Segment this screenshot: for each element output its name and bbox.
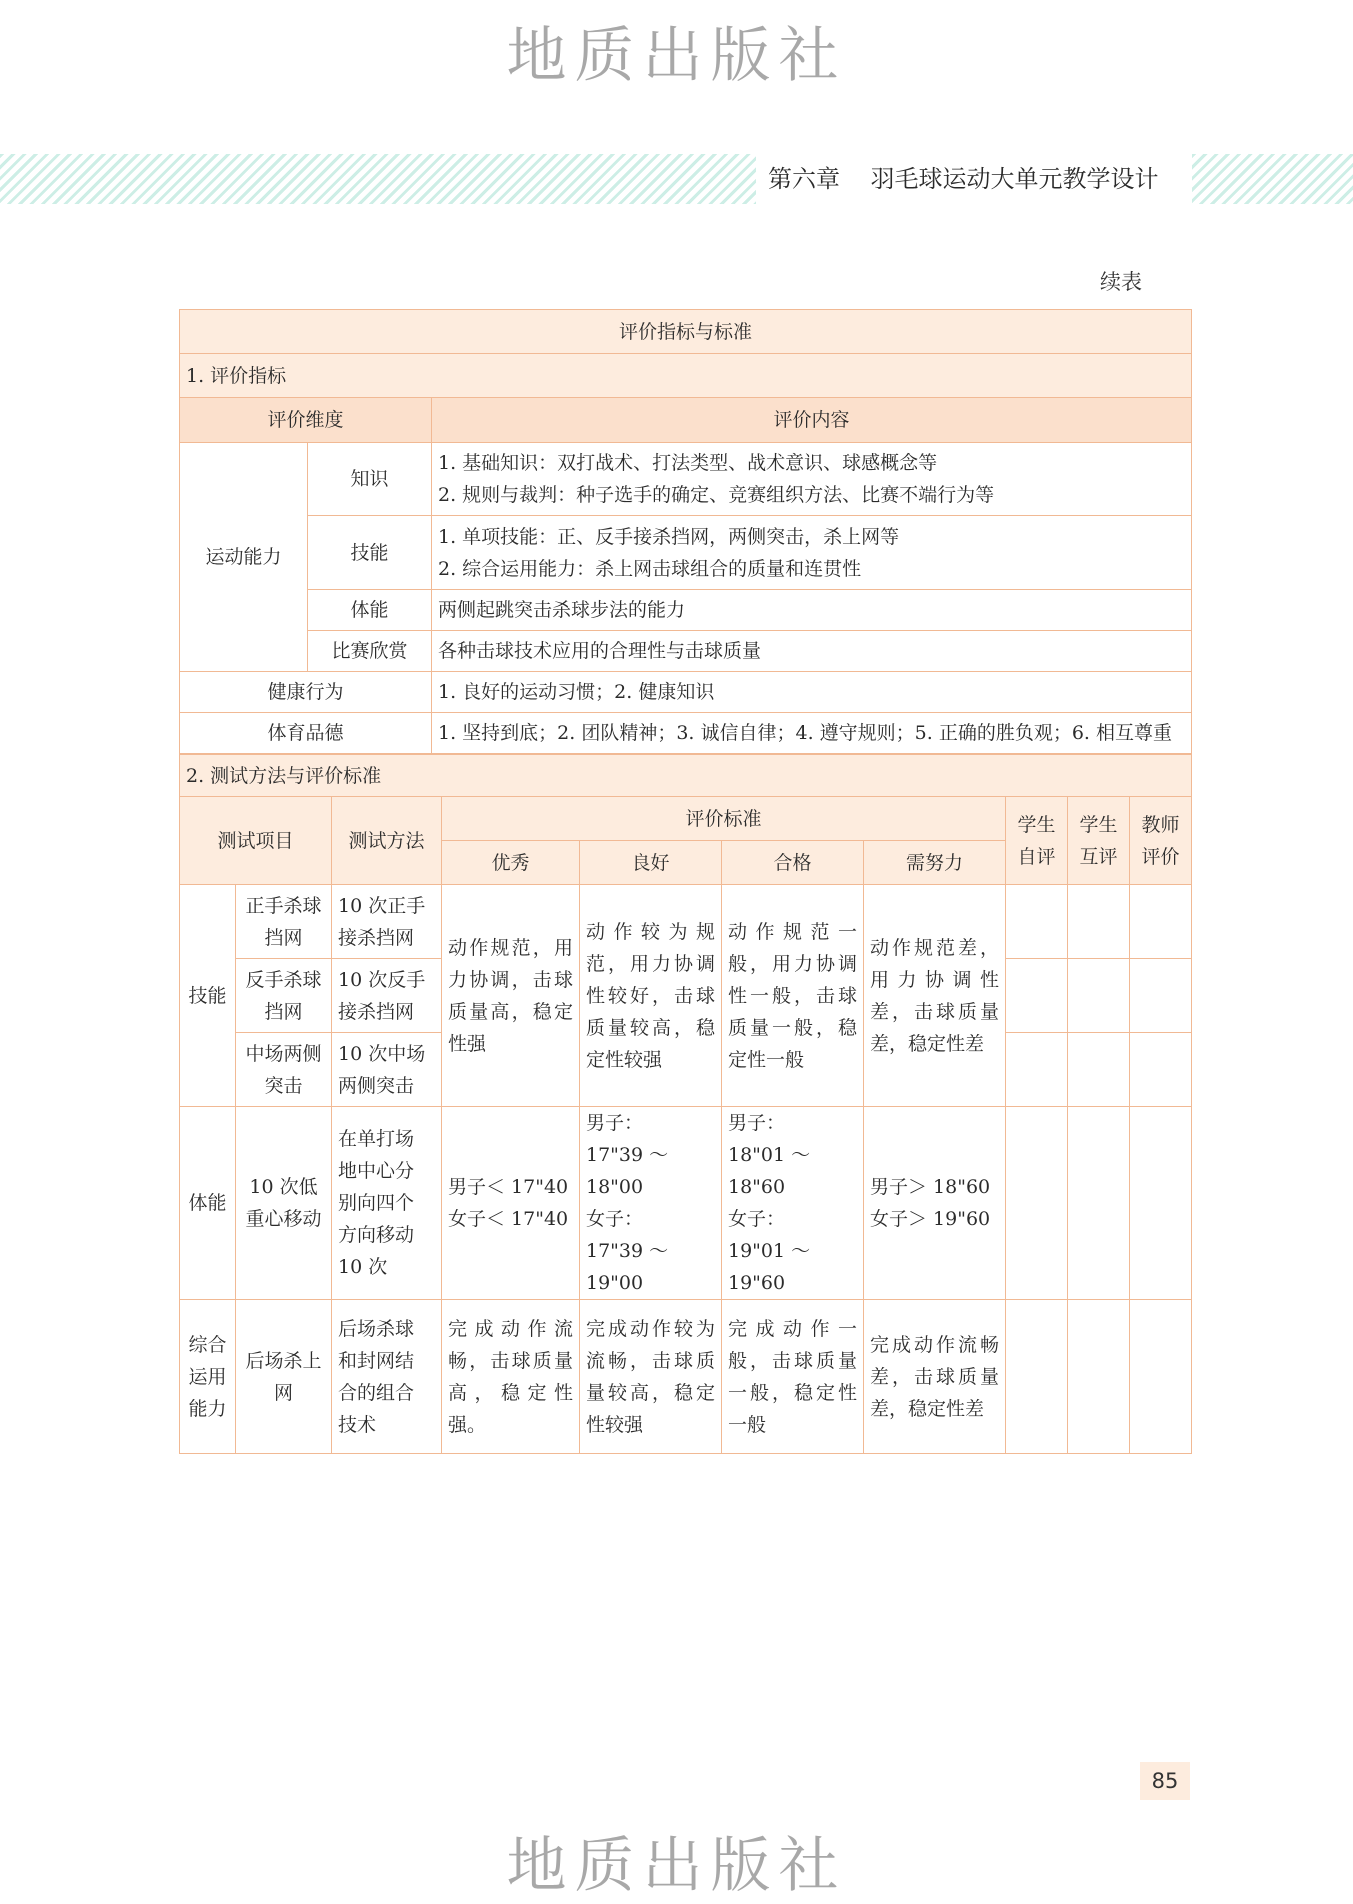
dimension-appreciation: 比赛欣赏 bbox=[308, 631, 432, 672]
teacher-eval-cell[interactable] bbox=[1130, 885, 1192, 959]
dimension-skill: 技能 bbox=[308, 516, 432, 590]
sports-ethics-label: 体育品德 bbox=[180, 713, 432, 754]
category-combined-ability: 综合 运用 能力 bbox=[180, 1300, 236, 1454]
decorative-stripe-right bbox=[1192, 154, 1353, 204]
test-item-forehand: 正手杀球 挡网 bbox=[236, 885, 332, 959]
header-self-evaluation: 学生 自评 bbox=[1006, 797, 1068, 885]
health-behavior-content: 1. 良好的运动习惯；2. 健康知识 bbox=[432, 672, 1192, 713]
peer-eval-cell[interactable] bbox=[1068, 1300, 1130, 1454]
teacher-eval-cell[interactable] bbox=[1130, 1107, 1192, 1300]
fitness-standard-pass: 男子： 18"01 ～ 18"60 女子： 19"01 ～ 19"60 bbox=[722, 1107, 864, 1300]
fitness-standard-needs-improvement: 男子＞ 18"60 女子＞ 19"60 bbox=[864, 1107, 1006, 1300]
sports-ethics-content: 1. 坚持到底；2. 团队精神；3. 诚信自律；4. 遵守规则；5. 正确的胜负观；6. 相互尊重 bbox=[432, 713, 1192, 754]
header-test-item: 测试项目 bbox=[180, 797, 332, 885]
publisher-watermark-top: 地质出版社 bbox=[506, 21, 847, 91]
level-needs-improvement: 需努力 bbox=[864, 841, 1006, 885]
self-eval-cell[interactable] bbox=[1006, 1033, 1068, 1107]
test-method-forehand: 10 次正手 接杀挡网 bbox=[332, 885, 442, 959]
category-fitness: 体能 bbox=[180, 1107, 236, 1300]
self-eval-cell[interactable] bbox=[1006, 1107, 1068, 1300]
test-item-backcourt: 后场杀上 网 bbox=[236, 1300, 332, 1454]
combined-standard-pass: 完成动作一般，击球质量一般，稳定性一般 bbox=[722, 1300, 864, 1454]
teacher-eval-cell[interactable] bbox=[1130, 1033, 1192, 1107]
page-number: 85 bbox=[1140, 1762, 1190, 1800]
peer-eval-cell[interactable] bbox=[1068, 1033, 1130, 1107]
test-item-midcourt: 中场两侧 突击 bbox=[236, 1033, 332, 1107]
header-test-method: 测试方法 bbox=[332, 797, 442, 885]
fitness-standard-good: 男子： 17"39 ～ 18"00 女子： 17"39 ～ 19"00 bbox=[580, 1107, 722, 1300]
publisher-watermark-bottom: 地质出版社 bbox=[506, 1831, 847, 1901]
test-method-backcourt: 后场杀球 和封网结 合的组合 技术 bbox=[332, 1300, 442, 1454]
combined-standard-good: 完成动作较为流畅，击球质量较高，稳定性较强 bbox=[580, 1300, 722, 1454]
level-good: 良好 bbox=[580, 841, 722, 885]
test-standard-table bbox=[179, 754, 1192, 1454]
peer-eval-cell[interactable] bbox=[1068, 959, 1130, 1033]
combined-standard-excellent: 完成动作流畅，击球质量高，稳定性强。 bbox=[442, 1300, 580, 1454]
motor-ability-label: 运动能力 bbox=[180, 443, 308, 672]
peer-eval-cell[interactable] bbox=[1068, 1107, 1130, 1300]
chapter-title: 第六章 羽毛球运动大单元教学设计 bbox=[768, 165, 1159, 193]
header-evaluation-standard: 评价标准 bbox=[442, 797, 1006, 841]
content-appreciation: 各种击球技术应用的合理性与击球质量 bbox=[432, 631, 1192, 672]
fitness-standard-excellent: 男子＜ 17"40 女子＜ 17"40 bbox=[442, 1107, 580, 1300]
header-dimension: 评价维度 bbox=[180, 398, 432, 443]
table-title: 评价指标与标准 bbox=[180, 310, 1192, 354]
section-heading-indicators: 1. 评价指标 bbox=[180, 354, 1192, 398]
content-fitness: 两侧起跳突击杀球步法的能力 bbox=[432, 590, 1192, 631]
test-item-footwork: 10 次低 重心移动 bbox=[236, 1107, 332, 1300]
test-method-midcourt: 10 次中场 两侧突击 bbox=[332, 1033, 442, 1107]
header-content: 评价内容 bbox=[432, 398, 1192, 443]
skill-standard-needs-improvement: 动作规范差，用力协调性差，击球质量差，稳定性差 bbox=[864, 885, 1006, 1107]
self-eval-cell[interactable] bbox=[1006, 885, 1068, 959]
test-method-footwork: 在单打场 地中心分 别向四个 方向移动 10 次 bbox=[332, 1107, 442, 1300]
continued-table-label: 续表 bbox=[1100, 270, 1142, 294]
header-peer-evaluation: 学生 互评 bbox=[1068, 797, 1130, 885]
dimension-knowledge: 知识 bbox=[308, 443, 432, 516]
teacher-eval-cell[interactable] bbox=[1130, 1300, 1192, 1454]
chapter-header-band bbox=[0, 154, 1353, 204]
skill-standard-good: 动作较为规范，用力协调性较好，击球质量较高，稳定性较强 bbox=[580, 885, 722, 1107]
self-eval-cell[interactable] bbox=[1006, 1300, 1068, 1454]
level-pass: 合格 bbox=[722, 841, 864, 885]
decorative-stripe-left bbox=[0, 154, 756, 204]
content-skill: 1. 单项技能：正、反手接杀挡网，两侧突击，杀上网等 2. 综合运用能力：杀上网击球组合的质量和连贯性 bbox=[432, 516, 1192, 590]
self-eval-cell[interactable] bbox=[1006, 959, 1068, 1033]
combined-standard-needs-improvement: 完成动作流畅差，击球质量差，稳定性差 bbox=[864, 1300, 1006, 1454]
health-behavior-label: 健康行为 bbox=[180, 672, 432, 713]
test-item-backhand: 反手杀球 挡网 bbox=[236, 959, 332, 1033]
section-heading-tests: 2. 测试方法与评价标准 bbox=[180, 755, 1192, 797]
header-teacher-evaluation: 教师 评价 bbox=[1130, 797, 1192, 885]
skill-standard-excellent: 动作规范，用力协调，击球质量高，稳定性强 bbox=[442, 885, 580, 1107]
content-knowledge: 1. 基础知识：双打战术、打法类型、战术意识、球感概念等 2. 规则与裁判：种子选手的确定、竞赛组织方法、比赛不端行为等 bbox=[432, 443, 1192, 516]
dimension-fitness: 体能 bbox=[308, 590, 432, 631]
teacher-eval-cell[interactable] bbox=[1130, 959, 1192, 1033]
category-skill: 技能 bbox=[180, 885, 236, 1107]
test-method-backhand: 10 次反手 接杀挡网 bbox=[332, 959, 442, 1033]
peer-eval-cell[interactable] bbox=[1068, 885, 1130, 959]
skill-standard-pass: 动作规范一般，用力协调性一般，击球质量一般，稳定性一般 bbox=[722, 885, 864, 1107]
evaluation-indicator-table bbox=[179, 309, 1192, 754]
level-excellent: 优秀 bbox=[442, 841, 580, 885]
